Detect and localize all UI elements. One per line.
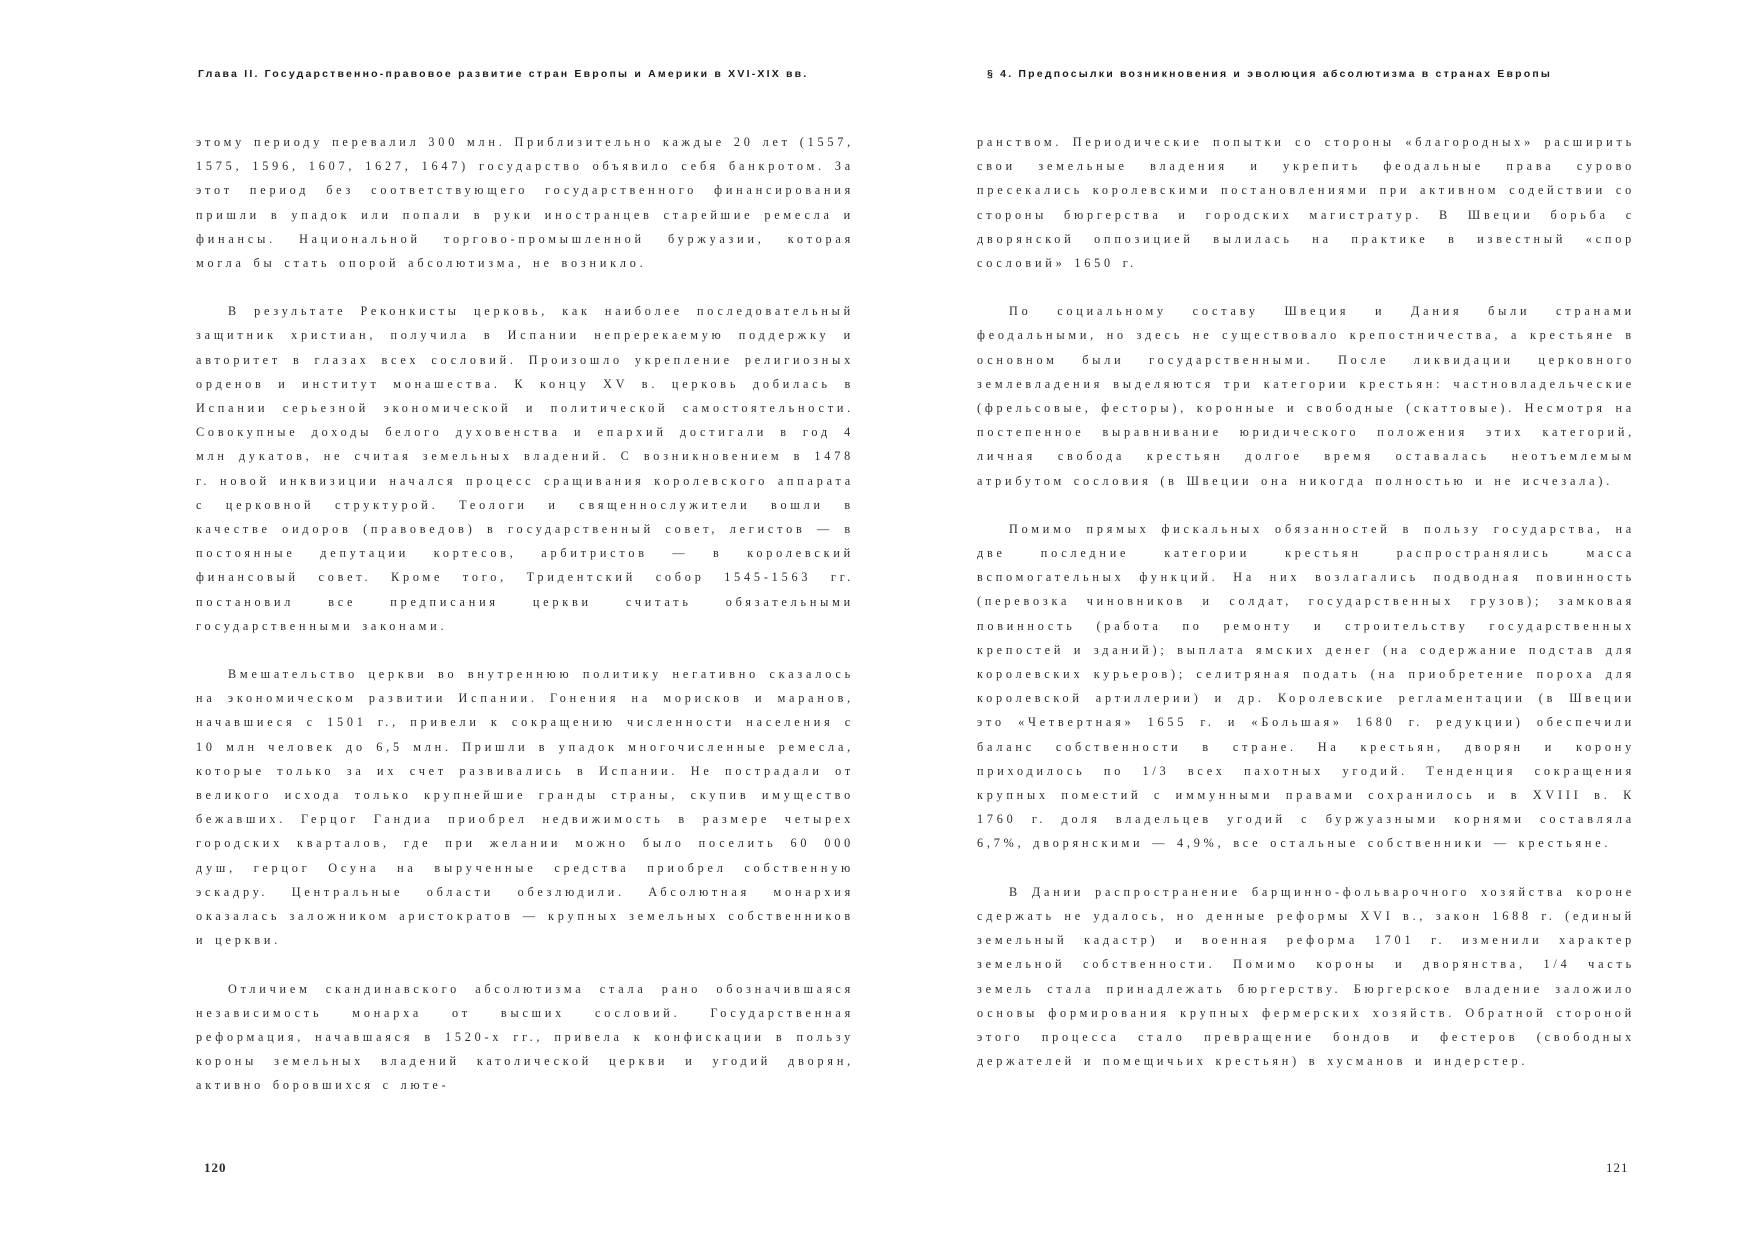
left-running-head: Глава II. Государственно-правовое развитие стран Европы и Америки в XVI-XIX вв. [198, 68, 809, 80]
right-page-number: 121 [1606, 1160, 1629, 1175]
paragraph: этому периоду перевалил 300 млн. Приблизительно каждые 20 лет (1557, 1575, 1596, 1607, 1627, 1647) государство объявило себя банкротом. За этот период без соответствующего государственного финансирования пришли в упадок или попали в руки иностранцев старейшие ремесла и финансы. Национальной торгово-промышленной буржуазии, которая могла бы стать опорой абсолютизма, не возникло. [196, 135, 854, 271]
paragraph: В Дании распространение барщинно-фольварочного хозяйства короне сдержать не удалось, но денные реформы XVI в., закон 1688 г. (единый земельный кадастр) и военная реформа 1701 г. изменили характер земельной собственности. Помимо короны и дворянства, 1/4 часть земель стала принадлежать бюргерству. Бюргерское владение заложило основы формирования крупных фермерских хозяйств. Обратной стороной этого процесса стало превращение бондов и фестеров (свободных держателей и помещичьих крестьян) в хусманов и индерстер. [977, 884, 1635, 1069]
paragraph: Вмешательство церкви во внутреннюю политику негативно сказалось на экономическом развитии Испании. Гонения на морисков и маранов, начавшиеся с 1501 г., привели к сокращению численности населения с 10 млн человек до 6,5 млн. Пришли в упадок многочисленные ремесла, которые только за их счет развивались в Испании. Не пострадали от великого исхода только крупнейшие гранды страны, скупив имущество бежавших. Герцог Гандиа приобрел недвижимость в размере четырех городских кварталов, где при желании можно было поселить 60 000 душ, герцог Осуна на вырученные средства приобрел собственную эскадру. Центральные области обезлюдили. Абсолютная монархия оказалась заложником аристократов — крупных земельных собственников и церкви. [196, 667, 854, 948]
right-page [877, 0, 1754, 1239]
left-page-number: 120 [204, 1160, 227, 1175]
right-running-head: § 4. Предпосылки возникновения и эволюция абсолютизма в странах Европы [987, 68, 1553, 80]
paragraph: Отличием скандинавского абсолютизма стала рано обозначившаяся независимость монарха от высших сословий. Государственная реформация, начавшаяся в 1520-х гг., привела к конфискации в пользу короны земельных владений католической церкви и угодий дворян, активно боровшихся с люте- [196, 981, 854, 1093]
paragraph: Помимо прямых фискальных обязанностей в пользу государства, на две последние категории крестьян распространялись масса вспомогательных функций. На них возлагались подводная повинность (перевозка чиновников и солдат, государственных грузов); замковая повинность (работа по ремонту и строительству государственных крепостей и зданий); выплата ямских денег (на содержание подстав для королевских курьеров); селитряная подать (на приобретение пороха для королевской артиллерии) и др. Королевские регламентации (в Швеции это «Четвертная» 1655 г. и «Большая» 1680 г. редукции) обеспечили баланс собственности в стране. На крестьян, дворян и корону приходилось по 1/3 всех пахотных угодий. Тенденция сокращения крупных поместий с иммунными правами сохранилось и в XVIII в. К 1760 г. доля владельцев угодий с буржуазными корнями составляла 6,7%, дворянскими — 4,9%, все остальные собственники — крестьяне. [977, 521, 1635, 851]
paragraph: В результате Реконкисты церковь, как наиболее последовательный защитник христиан, получила в Испании непререкаемую поддержку и авторитет в глазах всех сословий. Произошло укрепление религиозных орденов и институт монашества. К концу XV в. церковь добилась в Испании серьезной экономической и политической самостоятельности. Совокупные доходы белого духовенства и епархий достигали в год 4 млн дукатов, не считая земельных владений. С возникновением в 1478 г. новой инквизиции начался процесс сращивания королевского аппарата с церковной структурой. Теологи и священнослужители вошли в качестве оидоров (правоведов) в государственный совет, легистов — в постоянные депутации кортесов, арбитристов — в королевский финансовый совет. Кроме того, Тридентский собор 1545-1563 гг. постановил все предписания церкви считать обязательными государственными законами. [196, 304, 854, 633]
left-text-column [196, 130, 854, 1122]
paragraph: ранством. Периодические попытки со стороны «благородных» расширить свои земельные владения и укрепить феодальные права сурово пресекались королевскими постановлениями при активном содействии со стороны бюргерства и городских магистратур. В Швеции борьба с дворянской оппозицией вылилась на практике в известный «спор сословий» 1650 г. [977, 135, 1635, 271]
right-text-column [977, 130, 1635, 1097]
paragraph: По социальному составу Швеция и Дания были странами феодальными, но здесь не существовало крепостничества, а крестьяне в основном были государственными. После ликвидации церковного землевладения выделяются три категории крестьян: частновладельческие (фрельсовые, фесторы), коронные и свободные (скаттовые). Несмотря на постепенное выравнивание юридического положения этих категорий, личная свобода крестьян долгое время оставалась неотъемлемым атрибутом сословия (в Швеции она никогда полностью и не исчезала). [977, 304, 1635, 488]
